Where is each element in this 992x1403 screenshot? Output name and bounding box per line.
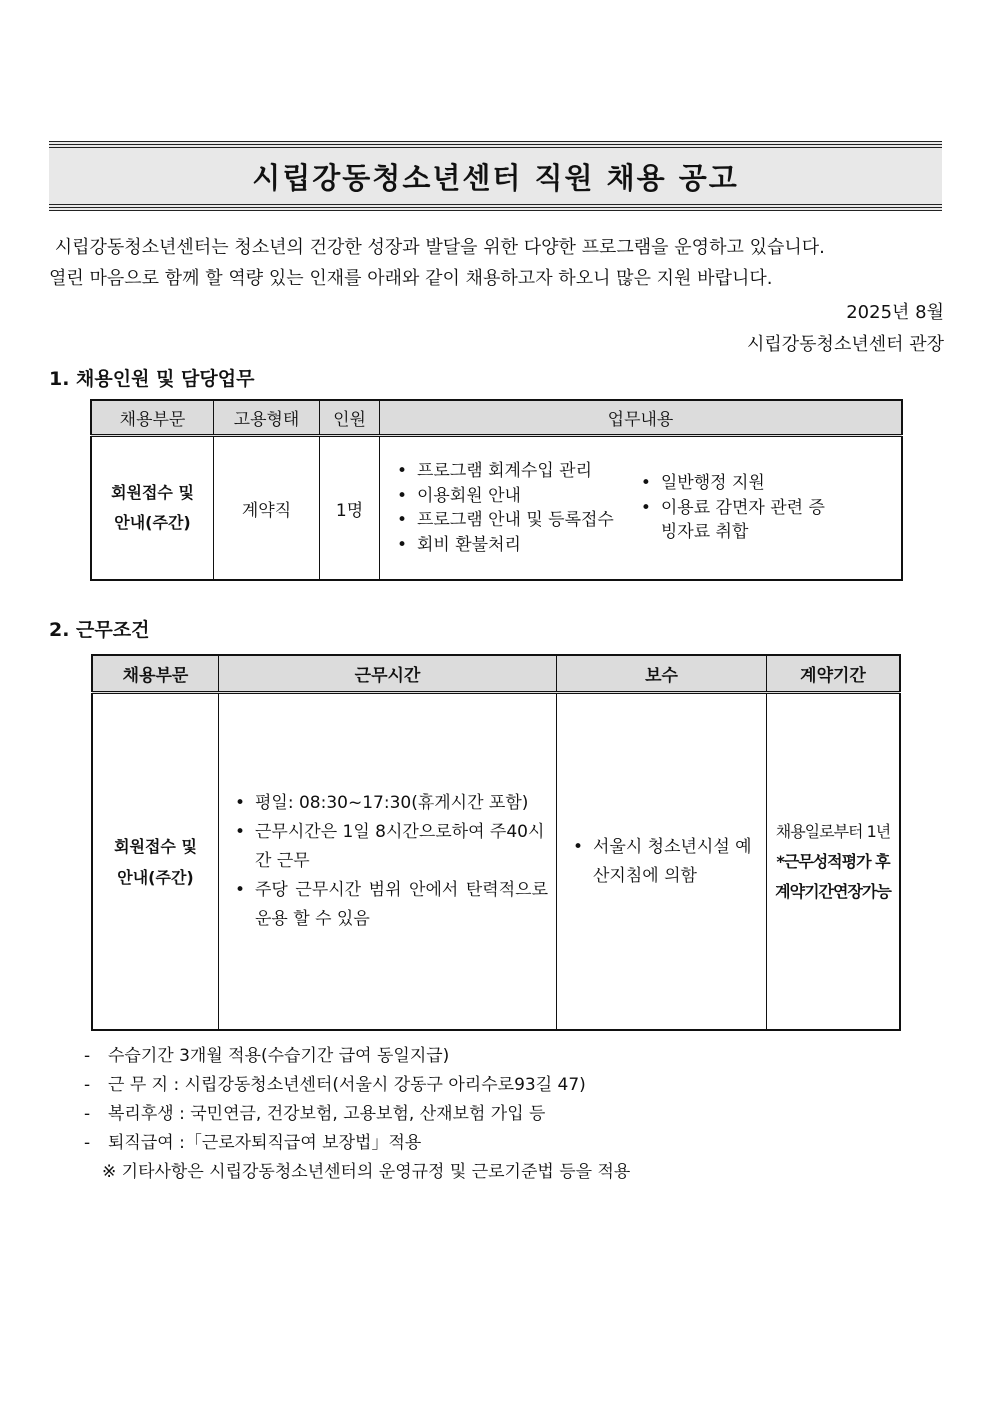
- section-2-heading: 2. 근무조건: [49, 619, 150, 641]
- note-text: 퇴직급여 :「근로자퇴직급여 보장법」적용: [108, 1133, 422, 1153]
- list-item: [84, 1100, 784, 1129]
- department-line-2: 안내(주간): [114, 513, 191, 532]
- note-text: 수습기간 3개월 적용(수습기간 급여 동일지급): [108, 1046, 450, 1066]
- dash: -: [84, 1046, 91, 1066]
- hours-cell: [219, 693, 557, 1031]
- list-item: • 근무시간은 1일 8시간으로하여 주40시간 근무: [255, 818, 548, 876]
- period-line-2: *근무성적평가 후: [776, 851, 890, 871]
- intro-line-2: 열린 마음으로 함께 할 역량 있는 인재를 아래와 같이 채용하고자 하오니 많은 지원 바랍니다.: [49, 268, 773, 289]
- intro-line-1: 시립강동청소년센터는 청소년의 건강한 성장과 발달을 위한 다양한 프로그램을 운영하고 있습니다.: [49, 237, 825, 258]
- list-item: • 회비 환불처리: [417, 533, 614, 558]
- section-1-heading: 1. 채용인원 및 담당업무: [49, 368, 255, 390]
- duties-cell: [380, 436, 903, 581]
- employment-type-cell: 계약직: [214, 436, 320, 581]
- notice-issuer: 시립강동청소년센터 관장: [747, 334, 944, 355]
- list-item: • 이용회원 안내: [417, 484, 614, 509]
- pay-list: [567, 833, 756, 891]
- list-item: • 일반행정 지원: [661, 471, 841, 496]
- headcount-cell: 1명: [320, 436, 380, 581]
- header-cell: 고용형태: [214, 400, 320, 436]
- list-item: [84, 1071, 784, 1100]
- reference-note: ※ 기타사항은 시립강동청소년센터의 운영규정 및 근로기준법 등을 적용: [102, 1162, 631, 1182]
- department-line-2: 안내(주간): [117, 867, 194, 887]
- table-row: [92, 693, 900, 1031]
- notes-list: [84, 1042, 784, 1187]
- note-text: 복리후생 : 국민연금, 건강보험, 고용보험, 산재보험 가입 등: [108, 1104, 546, 1124]
- list-item: • 주당 근무시간 범위 안에서 탄력적으로 운용 할 수 있음: [255, 876, 548, 934]
- header-cell: 채용부문: [91, 400, 214, 436]
- conditions-table: [91, 654, 901, 1031]
- period-line-1: 채용일로부터 1년: [775, 821, 891, 841]
- dash: -: [84, 1104, 91, 1124]
- hours-list: [231, 789, 548, 934]
- table-header-row: [92, 655, 900, 693]
- notice-date: 2025년 8월: [846, 302, 944, 323]
- title-banner: [49, 141, 942, 211]
- list-item: • 서울시 청소년시설 예산지침에 의함: [593, 833, 756, 891]
- dash: -: [84, 1075, 91, 1095]
- recruitment-table: [90, 399, 903, 581]
- header-cell: 보수: [557, 655, 767, 693]
- intro-paragraph: [49, 232, 944, 294]
- period-cell: [767, 693, 901, 1031]
- dash: -: [84, 1133, 91, 1153]
- header-cell: 인원: [320, 400, 380, 436]
- header-cell: 계약기간: [767, 655, 901, 693]
- list-item: • 프로그램 안내 및 등록접수: [417, 508, 614, 533]
- table-header-row: [91, 400, 902, 436]
- pay-cell: [557, 693, 767, 1031]
- list-item: [84, 1042, 784, 1071]
- page-title: 시립강동청소년센터 직원 채용 공고: [252, 160, 739, 195]
- department-line-1: 회원접수 및: [111, 483, 194, 502]
- department-line-1: 회원접수 및: [114, 836, 197, 856]
- department-cell: [91, 436, 214, 581]
- header-cell: 채용부문: [92, 655, 219, 693]
- list-item: • 프로그램 회계수입 관리: [417, 459, 614, 484]
- department-cell: [92, 693, 219, 1031]
- table-row: [91, 436, 902, 581]
- period-line-3: 계약기간연장가능: [775, 881, 891, 901]
- list-item: • 이용료 감면자 관련 증빙자료 취합: [661, 496, 841, 545]
- duties-list-right: [636, 471, 841, 545]
- duties-list-left: [392, 459, 614, 557]
- list-item: [84, 1129, 784, 1158]
- header-cell: 근무시간: [219, 655, 557, 693]
- list-item: • 평일: 08:30~17:30(휴게시간 포함): [255, 789, 548, 818]
- header-cell: 업무내용: [380, 400, 903, 436]
- note-text: 근 무 지 : 시립강동청소년센터(서울시 강동구 아리수로93길 47): [108, 1075, 586, 1095]
